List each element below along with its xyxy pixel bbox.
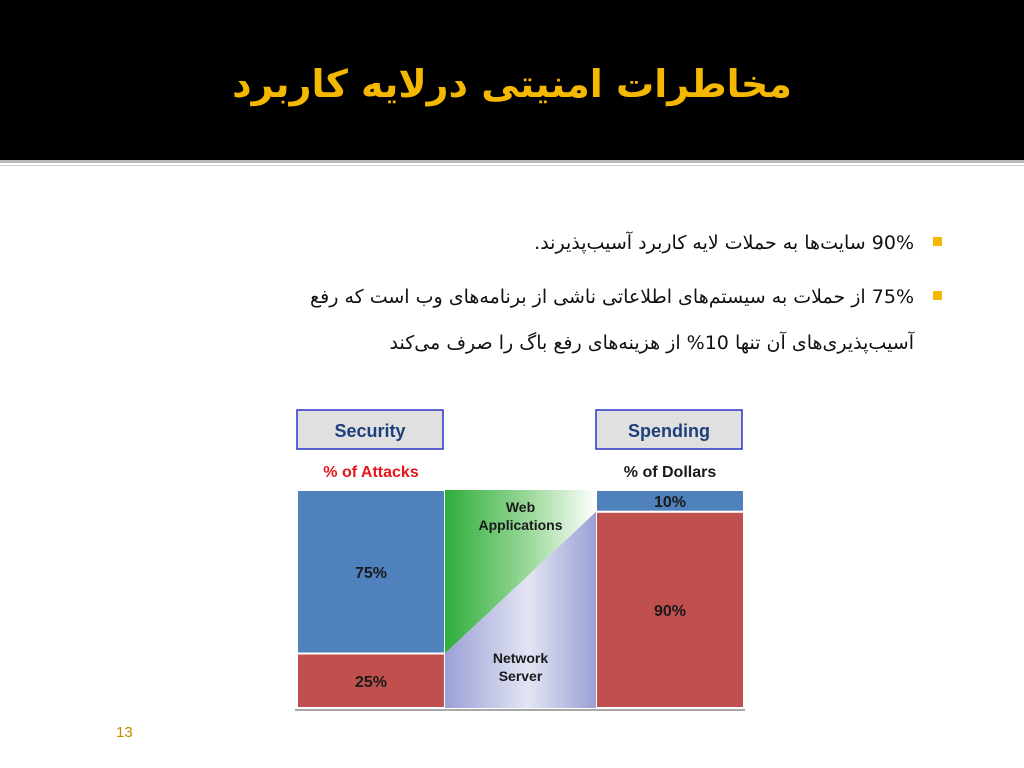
slide-title: مخاطرات امنیتی درلایه کاربرد	[232, 62, 792, 106]
middle-label: Applications	[478, 517, 563, 533]
bullet-item	[184, 272, 944, 368]
security-spending-chart	[290, 402, 750, 716]
bar-value-label: 90%	[653, 602, 687, 620]
bar-header-label: Spending	[628, 421, 710, 441]
bar-subtitle: % of Attacks	[323, 464, 419, 481]
bar-header-label: Security	[334, 421, 406, 441]
bullet-text: 90% سایت‌ها به حملات لایه کاربرد آسیب‌پذیرند.	[534, 232, 914, 254]
square-bullet-icon	[933, 291, 942, 300]
square-bullet-icon	[933, 237, 942, 246]
page-number: 13	[116, 724, 133, 741]
title-divider	[0, 160, 1024, 163]
bar-value-label: 75%	[354, 564, 388, 582]
bar-value-label: 25%	[354, 673, 388, 691]
middle-label: Web	[505, 499, 536, 515]
middle-label: Network	[492, 650, 549, 666]
bullet-text: 75% از حملات به سیستم‌های اطلاعاتی ناشی از برنامه‌های وب است که رفع	[310, 286, 914, 308]
bar-value-label: 10%	[653, 493, 687, 511]
bullet-item	[184, 218, 944, 268]
bullet-text: آسیب‌پذیری‌های آن تنها 10% از هزینه‌های رفع باگ را صرف می‌کند	[389, 332, 914, 354]
middle-label: Server	[498, 668, 543, 684]
bar-subtitle: % of Dollars	[623, 464, 717, 481]
bullet-list	[184, 218, 944, 368]
title-bar	[0, 0, 1024, 160]
title-divider-thin	[0, 165, 1024, 166]
